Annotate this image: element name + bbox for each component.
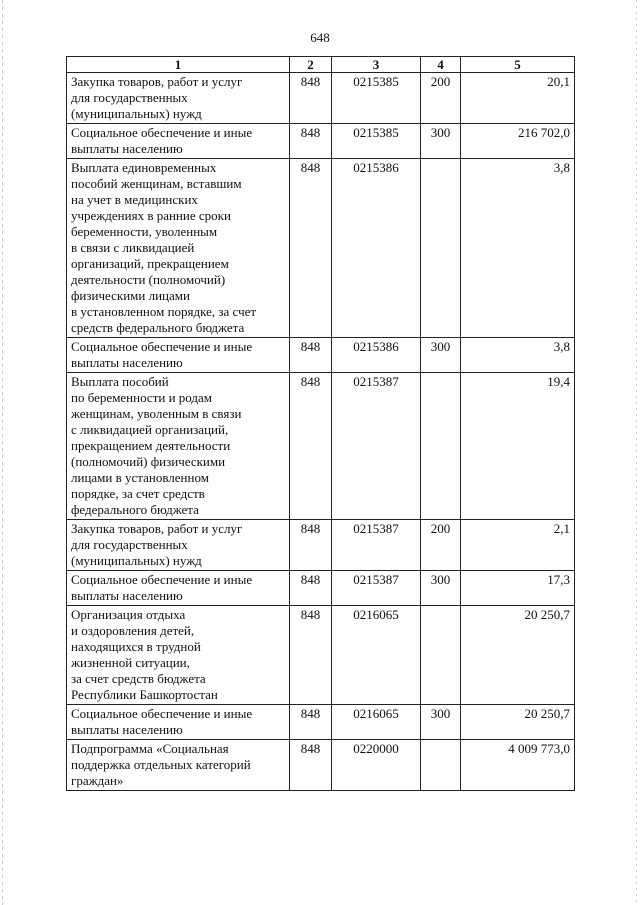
cell-code: 848 (290, 338, 332, 373)
table-body (67, 73, 575, 791)
table-row (67, 338, 575, 373)
cell-article: 0216065 (332, 606, 421, 705)
table-row (67, 73, 575, 124)
cell-sum: 17,3 (461, 571, 575, 606)
cell-code: 848 (290, 705, 332, 740)
cell-sum: 4 009 773,0 (461, 740, 575, 791)
cell-sum: 3,8 (461, 338, 575, 373)
table-row (67, 520, 575, 571)
scan-edge-right (636, 0, 637, 905)
cell-article: 0216065 (332, 705, 421, 740)
cell-name: Социальное обеспечение и иные выплаты населению (67, 571, 290, 606)
cell-code: 848 (290, 520, 332, 571)
cell-code: 848 (290, 571, 332, 606)
cell-sum: 216 702,0 (461, 124, 575, 159)
cell-name: Подпрограмма «Социальная поддержка отдельных категорий граждан» (67, 740, 290, 791)
scan-edge-left (2, 0, 3, 905)
header-cell-code: 2 (290, 57, 332, 73)
cell-article: 0215386 (332, 338, 421, 373)
cell-article: 0215385 (332, 124, 421, 159)
cell-sum: 20 250,7 (461, 705, 575, 740)
cell-article: 0215387 (332, 571, 421, 606)
table-row (67, 740, 575, 791)
budget-table (66, 56, 575, 791)
cell-article: 0215385 (332, 73, 421, 124)
table-row (67, 373, 575, 520)
cell-name: Социальное обеспечение и иные выплаты населению (67, 338, 290, 373)
cell-type (421, 373, 461, 520)
cell-code: 848 (290, 606, 332, 705)
cell-article: 0220000 (332, 740, 421, 791)
cell-code: 848 (290, 73, 332, 124)
cell-type: 200 (421, 73, 461, 124)
cell-code: 848 (290, 159, 332, 338)
cell-name: Социальное обеспечение и иные выплаты населению (67, 705, 290, 740)
cell-article: 0215387 (332, 520, 421, 571)
page-number: 648 (310, 30, 330, 45)
cell-type: 300 (421, 571, 461, 606)
cell-name: Выплата единовременных пособий женщинам, вставшим на учет в медицинских учреждениях в ранние сроки беременности, уволенным в связи с ликвидацией организаций, прекращением деятельности (полномочий) физическими лицами в установленном порядке, за счет средств федерального бюджета (67, 159, 290, 338)
header-row (67, 57, 575, 73)
cell-code: 848 (290, 373, 332, 520)
header-cell-sum: 5 (461, 57, 575, 73)
cell-sum: 2,1 (461, 520, 575, 571)
cell-name: Выплата пособий по беременности и родам женщинам, уволенным в связи с ликвидацией организаций, прекращением деятельности (полномочий) физическими лицами в установленном порядке, за счет средств федерального бюджета (67, 373, 290, 520)
cell-type (421, 606, 461, 705)
table-row (67, 159, 575, 338)
cell-code: 848 (290, 740, 332, 791)
cell-code: 848 (290, 124, 332, 159)
table-row (67, 606, 575, 705)
table-row (67, 124, 575, 159)
header-cell-type: 4 (421, 57, 461, 73)
cell-sum: 19,4 (461, 373, 575, 520)
cell-article: 0215387 (332, 373, 421, 520)
cell-sum: 20,1 (461, 73, 575, 124)
header-cell-name: 1 (67, 57, 290, 73)
cell-name: Закупка товаров, работ и услуг для государственных (муниципальных) нужд (67, 520, 290, 571)
cell-type: 200 (421, 520, 461, 571)
cell-sum: 20 250,7 (461, 606, 575, 705)
table-row (67, 571, 575, 606)
cell-sum: 3,8 (461, 159, 575, 338)
cell-type: 300 (421, 705, 461, 740)
cell-type: 300 (421, 338, 461, 373)
cell-type (421, 159, 461, 338)
cell-name: Закупка товаров, работ и услуг для государственных (муниципальных) нужд (67, 73, 290, 124)
cell-type (421, 740, 461, 791)
cell-type: 300 (421, 124, 461, 159)
cell-article: 0215386 (332, 159, 421, 338)
table-row (67, 705, 575, 740)
cell-name: Социальное обеспечение и иные выплаты населению (67, 124, 290, 159)
header-cell-article: 3 (332, 57, 421, 73)
cell-name: Организация отдыха и оздоровления детей, находящихся в трудной жизненной ситуации, за счет средств бюджета Республики Башкортостан (67, 606, 290, 705)
